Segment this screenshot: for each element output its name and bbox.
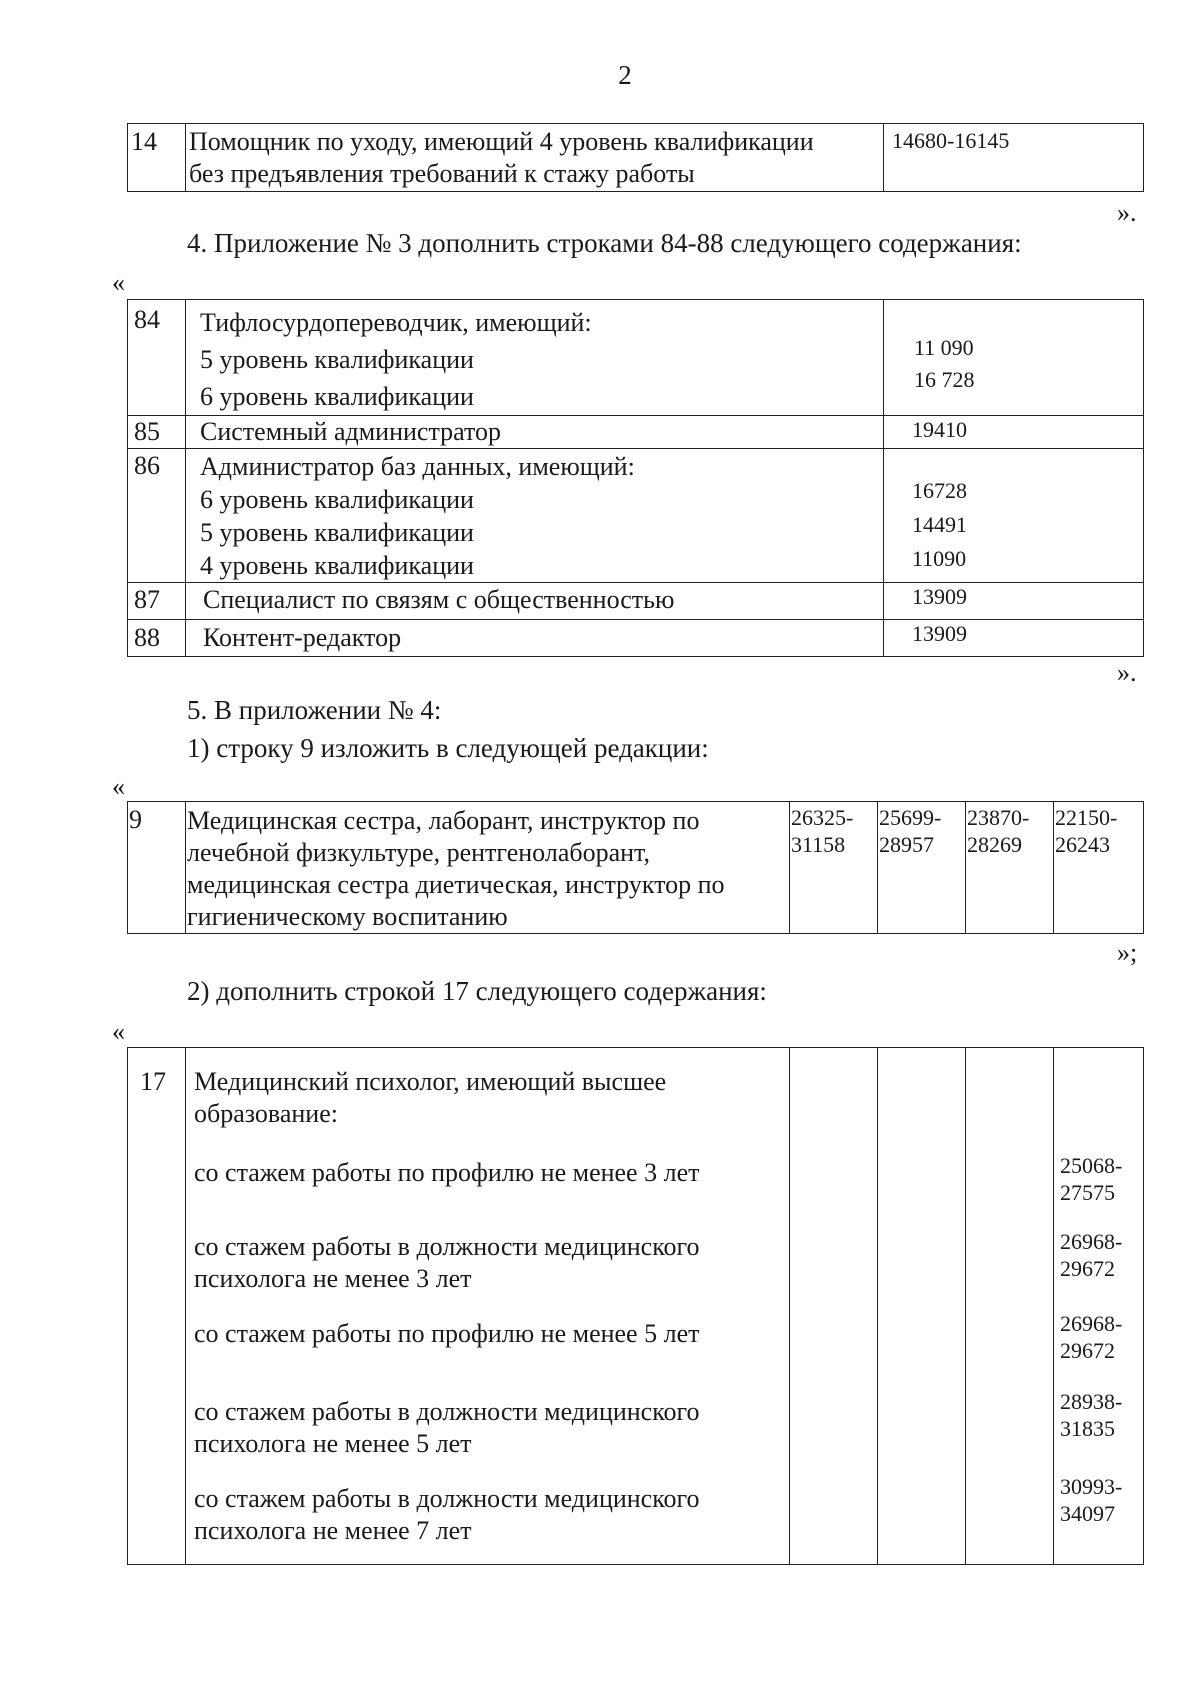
table-row-9 — [127, 801, 1144, 934]
row-description: Медицинская сестра, лаборант, инструктор по лечебной физкультуре, рентгенолаборант, медицинская сестра диетическая, инструктор по гигиеническому воспитанию — [186, 802, 790, 934]
row-number: 17 — [128, 1048, 186, 1565]
empty-cell — [790, 1048, 878, 1565]
paragraph-5: 5. В приложении № 4: — [187, 695, 442, 725]
list-item: со стажем работы по профилю не менее 5 лет — [194, 1319, 700, 1348]
row-number: 14 — [128, 124, 186, 192]
empty-cell — [878, 1048, 966, 1565]
closing-quote: »; — [1117, 938, 1138, 967]
table-row-17 — [127, 1047, 1144, 1565]
table-row — [128, 583, 1144, 620]
table-rows-84-88 — [127, 299, 1144, 657]
row-description: Администратор баз данных, имеющий: 6 уровень квалификации 5 уровень квалификации 4 уровень квалификации — [186, 449, 884, 583]
row-value: 16728 14491 11090 — [884, 449, 1144, 583]
table-row — [128, 416, 1144, 449]
table-row-14 — [127, 123, 1144, 192]
row-description: Тифлосурдопереводчик, имеющий: 5 уровень квалификации 6 уровень квалификации — [186, 300, 884, 416]
row-value-column — [1054, 1048, 1144, 1565]
paragraph-4: 4. Приложение № 3 дополнить строками 84-88 следующего содержания: — [187, 228, 1022, 258]
row-value: 22150- 26243 — [1054, 802, 1144, 934]
opening-quote: « — [112, 1017, 125, 1046]
row-value: 19410 — [884, 416, 1144, 449]
table-row — [128, 300, 1144, 416]
list-item: со стажем работы в должности медицинского психолога не менее 3 лет — [194, 1232, 700, 1293]
list-item: со стажем работы в должности медицинского психолога не менее 7 лет — [194, 1484, 700, 1545]
row-value: 30993- 34097 — [1060, 1474, 1123, 1526]
row-value: 13909 — [884, 583, 1144, 620]
table-row — [128, 620, 1144, 657]
row-number: 9 — [128, 802, 186, 934]
list-item: со стажем работы в должности медицинского психолога не менее 5 лет — [194, 1397, 700, 1458]
opening-quote: « — [112, 268, 125, 297]
row-number: 88 — [128, 620, 186, 657]
row-number: 87 — [128, 583, 186, 620]
empty-cell — [966, 1048, 1054, 1565]
row-description: Специалист по связям с общественностью — [186, 583, 884, 620]
row-number: 85 — [128, 416, 186, 449]
row-value: 25068- 27575 — [1060, 1153, 1123, 1205]
closing-quote: ». — [1117, 658, 1137, 687]
row-value: 26968- 29672 — [1060, 1229, 1123, 1281]
opening-quote: « — [112, 772, 125, 801]
row-value: 26968- 29672 — [1060, 1311, 1123, 1363]
list-item: со стажем работы по профилю не менее 3 лет — [194, 1158, 700, 1187]
row-description: Контент-редактор — [186, 620, 884, 657]
table-row — [128, 449, 1144, 583]
row-value: 14680-16145 — [884, 124, 1144, 192]
row-number: 84 — [128, 300, 186, 416]
row-description: Медицинский психолог, имеющий высшее образование: со стажем работы по профилю не менее 3 лет со стажем работы в должности медицинского психолога не менее 3 лет со стажем работы по профилю не менее 5 лет со стажем работы в должности медицинского психолога не менее 5 лет со стажем работы в должности медицинского психолога не менее 7 лет — [186, 1048, 790, 1565]
row-value: 28938- 31835 — [1060, 1389, 1123, 1441]
row-value: 25699- 28957 — [878, 802, 966, 934]
row-value: 26325- 31158 — [790, 802, 878, 934]
page-number: 2 — [618, 60, 632, 90]
closing-quote: ». — [1117, 198, 1137, 227]
row-value: 23870- 28269 — [966, 802, 1054, 934]
row-number: 86 — [128, 449, 186, 583]
paragraph-5-1: 1) строку 9 изложить в следующей редакции: — [187, 733, 709, 763]
row-value: 13909 — [884, 620, 1144, 657]
row-description: Системный администратор — [186, 416, 884, 449]
paragraph-5-2: 2) дополнить строкой 17 следующего содержания: — [187, 976, 767, 1006]
row-value: 11 090 16 728 — [884, 300, 1144, 416]
row-description: Помощник по уходу, имеющий 4 уровень квалификации без предъявления требований к стажу работы — [186, 124, 884, 192]
